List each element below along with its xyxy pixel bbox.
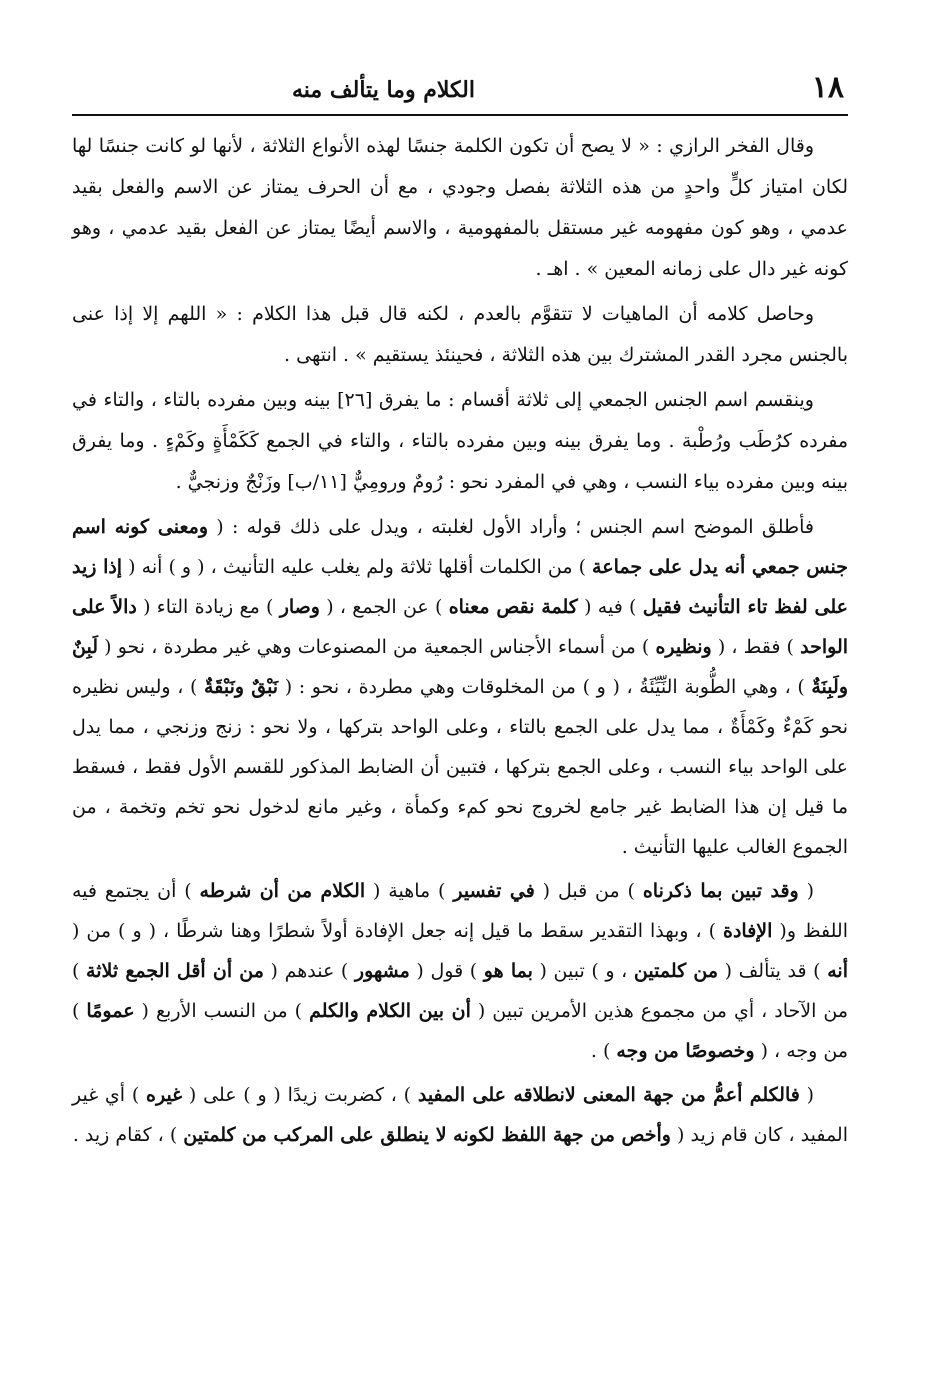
matn-quote: ونظيره [655,636,712,658]
paragraph-kalam-kalim [72,871,848,1071]
matn-quote: إذا زيد على لفظ تاء التأنيث فقيل [72,556,849,618]
matn-quote: الإفادة [723,920,773,942]
paragraph-summary [72,294,848,376]
matn-quote: أنه [827,960,848,982]
matn-quote: من أن أقل الجمع ثلاثة [86,960,264,982]
paragraph-conclusion [72,1075,848,1155]
chapter-title: الكلام وما يتألف منه [292,77,475,103]
matn-quote: وخصوصًا من وجه [616,1040,755,1062]
matn-quote: غيره [146,1084,183,1106]
commentary-text: ( [798,880,815,902]
commentary-text: ) ماهية ( [365,880,454,902]
commentary-text: وحاصل كلامه أن الماهيات لا تتقوَّم بالعدم ، لكنه قال قبل هذا الكلام : « اللهم إلا إذا عنى بالجنس مجرد القدر المشترك بين هذه الثلاثة ، فحينئذ يستقيم » . انتهى . [72,303,848,366]
commentary-text: ) أن يجتمع فيه اللفظ و( [72,880,849,942]
matn-quote: كلمة نقص معناه [448,596,578,618]
book-page [72,70,848,1159]
commentary-text: ) فيه ( [577,596,643,618]
matn-quote: وقد تبين بما ذكرناه [642,880,799,902]
paragraph-commentary [72,507,848,867]
commentary-text: ) من الكلمات أقلها ثلاثة ولم يغلب عليه التأنيث ، ( و ) أنه ( [122,556,593,578]
commentary-text: فأطلق الموضح اسم الجنس ؛ وأراد الأول لغلبته ، ويدل على ذلك قوله : ( [208,516,815,538]
matn-quote: الكلام من أن شرطه [199,880,366,902]
matn-quote: من كلمتين [633,960,718,982]
matn-quote: وصار [279,596,320,618]
commentary-text: ) ، كقام زيد . [72,1124,184,1146]
matn-quote: بما هو [483,960,533,982]
commentary-text: ) عن الجمع ، ( [319,596,449,618]
commentary-text: وقال الفخر الرازي : « لا يصح أن تكون الكلمة جنسًا لهذه الأنواع الثلاثة ، لأنها لو كانت جنسًا لها لكان امتياز كلٍّ واحدٍ من هذه الثلاثة بفصل وجودي ، مع أن الحرف يمتاز عن الاسم والفعل بقيد عدمي ، وهو كون مفهومه غير مستقل بالمفهومية ، والاسم أيضًا يمتاز عن الفعل بقيد عدمي ، وهو كونه غير دال على زمانه المعين » . اهـ . [72,135,848,280]
paragraph-division [72,380,848,503]
commentary-text: ( [799,1084,815,1106]
commentary-text: ) مع زيادة التاء ( [136,596,280,618]
commentary-text: ، و ) تبين ( [532,960,634,982]
paragraph-razi-quote [72,126,848,290]
body-text [72,126,848,1155]
matn-quote: أن بين الكلام والكلم [309,1000,471,1022]
matn-quote: عمومًا [86,1000,135,1022]
commentary-text: ) قول ( [409,960,484,982]
matn-quote: مشهور [354,960,410,982]
commentary-text: ) ، وليس نظيره نحو كَمْءٌ وكَمْأَةٌ ، مما يدل على الجمع بالتاء ، وعلى الواحد بتركها ، ولا نحو : زنج وزنجي ، مما يدل على الواحد بياء النسب ، وعلى الجمع بتركها ، فتبين أن الضابط المذكور للقسم الأول فقط ، فسقط ما قيل إن هذا الضابط غير جامع لخروج نحو كمء وكمأة ، وغير مانع لدخول نحو تخم وتخمة ، من الجموع الغالب عليها التأنيث . [72,676,848,858]
matn-quote: دالاً على الواحد [72,596,849,658]
commentary-text: ) من قبل ( [534,880,643,902]
commentary-text: وينقسم اسم الجنس الجمعي إلى ثلاثة أقسام : ما يفرق [٢٦] بينه وبين مفرده بالتاء ، والتاء في مفرده كرُطَب ورُطْبة . وما يفرق بينه وبين مفرده بالتاء ، والتاء في الجمع كَكَمْأَةٍ وكَمْءٍ . وما يفرق بينه وبين مفرده بياء النسب ، وهي في المفرد نحو : رُومٌ ورومِيٌّ [١١/ب] وزَنْجٌ وزنجيٌّ . [72,389,848,493]
commentary-text: ) من النسب الأربع ( [134,1000,310,1022]
matn-quote: لَبِنٌ ولَبِنَةٌ [72,636,848,698]
commentary-text: ) من وجه ، ( [72,1000,848,1062]
matn-quote: في تفسير [453,880,535,902]
commentary-text: ) أي غير المفيد ، كان قام زيد ( [72,1084,848,1146]
commentary-text: ) من الآحاد ، أي من مجموع هذين الأمرين تبين ( [72,960,849,1022]
commentary-text: ) قد يتألف ( [718,960,828,982]
commentary-text: ) . [590,1040,617,1062]
commentary-text: ) عندهم ( [263,960,355,982]
page-number: ١٨ [811,70,844,105]
commentary-text: ) فقط ، ( [711,636,801,658]
commentary-text: ) من أسماء الأجناس الجمعية من المصنوعات وهي غير مطردة ، نحو ( [98,636,656,658]
matn-quote: وأخص من جهة اللفظ لكونه لا ينطلق على المركب من كلمتين [183,1124,671,1146]
matn-quote: فالكلم أعمُّ من جهة المعنى لانطلاقه على المفيد [417,1084,800,1106]
running-header [72,70,848,116]
commentary-text: ) ، كضربت زيدًا ( و ) على ( [182,1084,418,1106]
commentary-text: ) ، وبهذا التقدير سقط ما قيل إنه جعل الإفادة أولاً شطرًا وهنا شرطًا ، ( و ) من ( [72,920,724,942]
commentary-text: ) ، وهي الطُّوبة النِّيِّئَةُ ، ( و ) من المخلوقات وهي مطردة ، نحو : ( [278,676,812,698]
matn-quote: ومعنى كونه اسم جنس جمعي أنه يدل على جماعة [72,516,848,578]
matn-quote: نَبْقٌ ونَبْقَةٌ [204,676,279,698]
